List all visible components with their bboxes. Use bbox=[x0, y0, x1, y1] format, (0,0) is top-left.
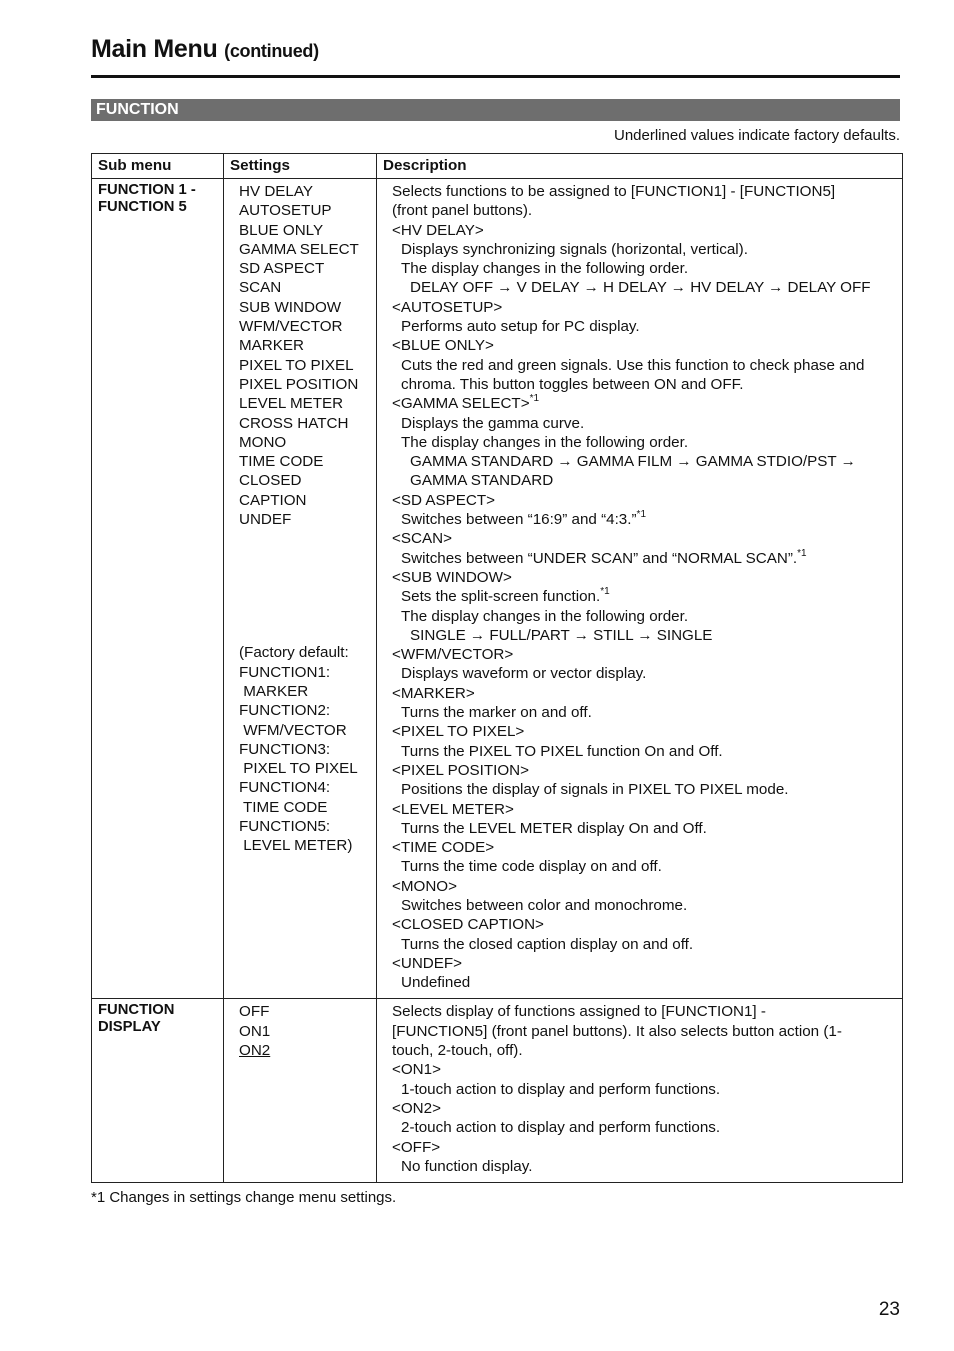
footnote-marker: *1 bbox=[600, 586, 610, 598]
description-text: <ON2> bbox=[392, 1099, 441, 1117]
factory-default-line: LEVEL METER) bbox=[239, 837, 353, 855]
description-line bbox=[392, 1099, 894, 1118]
description-line bbox=[392, 1157, 894, 1176]
description-text: <BLUE ONLY> bbox=[392, 337, 494, 355]
title-rule bbox=[91, 75, 900, 78]
description-line bbox=[392, 549, 894, 568]
description-text: Selects functions to be assigned to [FUNCTION1] - [FUNCTION5] bbox=[392, 183, 836, 200]
factory-default-line: FUNCTION5: bbox=[239, 818, 331, 836]
setting-option: MARKER bbox=[239, 337, 304, 355]
description-line bbox=[392, 394, 894, 413]
description-text: Switches between color and monochrome. bbox=[401, 896, 688, 914]
description-text: Turns the LEVEL METER display On and Off. bbox=[401, 819, 707, 837]
description-line bbox=[392, 935, 894, 954]
factory-default-line: WFM/VECTOR bbox=[239, 721, 347, 739]
setting-option: UNDEF bbox=[239, 511, 292, 529]
description-text: chroma. This button toggles between ON and OFF. bbox=[401, 375, 744, 393]
submenu-cell bbox=[92, 999, 224, 1183]
description-text: Cuts the red and green signals. Use this function to check phase and bbox=[401, 356, 865, 374]
description-text: <MONO> bbox=[392, 877, 457, 895]
description-line bbox=[392, 973, 894, 992]
description-line bbox=[392, 857, 894, 876]
header-submenu: Sub menu bbox=[92, 154, 224, 179]
factory-default-line: FUNCTION4: bbox=[239, 779, 331, 797]
description-line bbox=[392, 722, 894, 741]
description-text: <CLOSED CAPTION> bbox=[392, 916, 544, 934]
setting-option: CROSS HATCH bbox=[239, 414, 349, 432]
header-settings: Settings bbox=[224, 154, 377, 179]
title-continued: (continued) bbox=[224, 41, 319, 61]
description-text: 2-touch action to display and perform functions. bbox=[401, 1119, 721, 1137]
description-line bbox=[392, 761, 894, 780]
title-main: Main Menu bbox=[91, 35, 218, 63]
description-text: Turns the PIXEL TO PIXEL function On and Off. bbox=[401, 742, 723, 760]
table-row bbox=[92, 179, 903, 999]
description-line bbox=[392, 298, 894, 317]
description-text: <ON1> bbox=[392, 1061, 441, 1079]
description-text: Displays synchronizing signals (horizontal, vertical). bbox=[401, 240, 748, 258]
description-line bbox=[392, 664, 894, 683]
settings-cell bbox=[224, 179, 377, 999]
factory-default-line: FUNCTION1: bbox=[239, 663, 331, 681]
setting-option: SUB WINDOW bbox=[239, 298, 342, 316]
setting-option: LEVEL METER bbox=[239, 395, 344, 413]
description-line bbox=[392, 742, 894, 761]
description-line bbox=[392, 201, 894, 220]
description-line bbox=[392, 819, 894, 838]
description-text: <SD ASPECT> bbox=[392, 491, 495, 509]
description-line bbox=[392, 645, 894, 664]
description-text: (front panel buttons). bbox=[392, 202, 533, 220]
description-line bbox=[392, 471, 894, 490]
factory-default-line: FUNCTION2: bbox=[239, 702, 331, 720]
settings-cell bbox=[224, 999, 377, 1183]
description-line bbox=[392, 452, 894, 471]
footnote-marker: *1 bbox=[636, 508, 646, 520]
description-line bbox=[392, 838, 894, 857]
setting-option: WFM/VECTOR bbox=[239, 318, 343, 336]
submenu-label: FUNCTION bbox=[98, 1002, 175, 1019]
header-description: Description bbox=[377, 154, 903, 179]
description-text: GAMMA STANDARD → GAMMA FILM → GAMMA STDIO/PST → bbox=[410, 453, 856, 471]
description-line bbox=[392, 568, 894, 587]
description-text: <TIME CODE> bbox=[392, 839, 495, 857]
footnote-marker: *1 bbox=[797, 547, 807, 559]
setting-option: CAPTION bbox=[239, 491, 307, 509]
description-text: <LEVEL METER> bbox=[392, 800, 514, 818]
settings-list bbox=[239, 1002, 370, 1060]
description-text: Turns the marker on and off. bbox=[401, 704, 592, 722]
submenu-label: FUNCTION 5 bbox=[98, 199, 187, 215]
description-text: <HV DELAY> bbox=[392, 221, 484, 239]
setting-option: BLUE ONLY bbox=[239, 221, 324, 239]
description-line bbox=[392, 800, 894, 819]
description-text: The display changes in the following order. bbox=[401, 607, 689, 625]
setting-option: CLOSED bbox=[239, 472, 302, 490]
factory-default-line: PIXEL TO PIXEL bbox=[239, 760, 358, 778]
setting-option: SCAN bbox=[239, 279, 282, 297]
factory-default-line: TIME CODE bbox=[239, 798, 328, 816]
setting-option: GAMMA SELECT bbox=[239, 240, 359, 258]
description-text: Turns the time code display on and off. bbox=[401, 858, 662, 876]
submenu-cell bbox=[92, 179, 224, 999]
setting-option: MONO bbox=[239, 433, 287, 451]
settings-spacer bbox=[239, 529, 370, 643]
description-line bbox=[392, 1041, 894, 1060]
description-line bbox=[392, 915, 894, 934]
description-text: Displays the gamma curve. bbox=[401, 414, 585, 432]
setting-option: AUTOSETUP bbox=[239, 202, 332, 220]
description-line bbox=[392, 356, 894, 375]
description-text: Turns the closed caption display on and off. bbox=[401, 935, 694, 953]
setting-option: PIXEL POSITION bbox=[239, 375, 359, 393]
description-line bbox=[392, 510, 894, 529]
description-line bbox=[392, 336, 894, 355]
description-text: <PIXEL POSITION> bbox=[392, 761, 530, 779]
description-line bbox=[392, 896, 894, 915]
description-line bbox=[392, 317, 894, 336]
description-text: Selects display of functions assigned to [FUNCTION1] - bbox=[392, 1003, 766, 1021]
description-text: Undefined bbox=[401, 974, 471, 992]
setting-option: SD ASPECT bbox=[239, 260, 325, 278]
description-text: Displays waveform or vector display. bbox=[401, 665, 647, 683]
description-line bbox=[392, 780, 894, 799]
description-text: DELAY OFF → V DELAY → H DELAY → HV DELAY → DELAY OFF bbox=[410, 279, 871, 297]
description-text: No function display. bbox=[401, 1157, 533, 1175]
table-row bbox=[92, 999, 903, 1183]
description-line bbox=[392, 1118, 894, 1137]
description-text: Performs auto setup for PC display. bbox=[401, 318, 640, 336]
description-line bbox=[392, 1080, 894, 1099]
description-line bbox=[392, 259, 894, 278]
setting-option: TIME CODE bbox=[239, 453, 324, 471]
factory-default-line: MARKER bbox=[239, 682, 309, 700]
description-text: SINGLE → FULL/PART → STILL → SINGLE bbox=[410, 626, 713, 644]
description-line bbox=[392, 877, 894, 896]
description-line bbox=[392, 278, 894, 297]
description-text: <MARKER> bbox=[392, 684, 475, 702]
description-text: <UNDEF> bbox=[392, 954, 463, 972]
description-text: Positions the display of signals in PIXEL TO PIXEL mode. bbox=[401, 781, 789, 799]
description-line bbox=[392, 240, 894, 259]
description-line bbox=[392, 1138, 894, 1157]
submenu-label: DISPLAY bbox=[98, 1019, 161, 1036]
description-text: <PIXEL TO PIXEL> bbox=[392, 723, 525, 741]
setting-option: ON2 bbox=[239, 1042, 271, 1060]
description-line bbox=[392, 491, 894, 510]
description-cell bbox=[377, 179, 903, 999]
description-text: <AUTOSETUP> bbox=[392, 298, 503, 316]
description-text: <SUB WINDOW> bbox=[392, 568, 512, 586]
table-header-row bbox=[92, 154, 903, 179]
submenu-label: FUNCTION 1 - bbox=[98, 182, 196, 198]
function-menu-table bbox=[91, 153, 903, 1183]
description-line bbox=[392, 182, 894, 201]
defaults-note: Underlined values indicate factory defaults. bbox=[614, 127, 900, 144]
description-text: <SCAN> bbox=[392, 530, 452, 548]
page-number: 23 bbox=[878, 1299, 900, 1320]
description-line bbox=[392, 684, 894, 703]
setting-option: PIXEL TO PIXEL bbox=[239, 356, 354, 374]
description-line bbox=[392, 626, 894, 645]
description-text: GAMMA STANDARD bbox=[410, 472, 554, 490]
description-text: <OFF> bbox=[392, 1138, 441, 1156]
description-line bbox=[392, 587, 894, 606]
description-line bbox=[392, 1022, 894, 1041]
description-text: 1-touch action to display and perform functions. bbox=[401, 1080, 721, 1098]
description-line bbox=[392, 954, 894, 973]
setting-option: OFF bbox=[239, 1003, 270, 1021]
description-text: <GAMMA SELECT> bbox=[392, 395, 530, 413]
factory-default-list bbox=[239, 643, 370, 855]
factory-default-line: FUNCTION3: bbox=[239, 740, 331, 758]
description-line bbox=[392, 1002, 894, 1021]
description-line bbox=[392, 375, 894, 394]
description-text: <WFM/VECTOR> bbox=[392, 646, 514, 664]
footnote-marker: *1 bbox=[529, 393, 540, 405]
factory-default-line: (Factory default: bbox=[239, 644, 349, 662]
section-header: FUNCTION bbox=[91, 99, 900, 121]
description-text: Switches between “16:9” and “4:3.” bbox=[401, 511, 637, 529]
description-cell bbox=[377, 999, 903, 1183]
settings-list bbox=[239, 182, 370, 529]
setting-option: HV DELAY bbox=[239, 183, 313, 200]
footnote: *1 Changes in settings change menu settings. bbox=[91, 1189, 397, 1206]
description-text: [FUNCTION5] (front panel buttons). It also selects button action (1- bbox=[392, 1022, 842, 1040]
description-text: Switches between “UNDER SCAN” and “NORMAL SCAN”. bbox=[401, 549, 798, 567]
description-line bbox=[392, 607, 894, 626]
description-line bbox=[392, 433, 894, 452]
description-text: The display changes in the following order. bbox=[401, 433, 689, 451]
description-line bbox=[392, 221, 894, 240]
description-text: touch, 2-touch, off). bbox=[392, 1042, 523, 1060]
setting-option: ON1 bbox=[239, 1022, 271, 1040]
description-text: Sets the split-screen function. bbox=[401, 588, 601, 606]
description-line bbox=[392, 703, 894, 722]
description-line bbox=[392, 1060, 894, 1079]
description-line bbox=[392, 529, 894, 548]
description-text: The display changes in the following order. bbox=[401, 260, 689, 278]
page-title bbox=[91, 32, 319, 68]
description-line bbox=[392, 414, 894, 433]
